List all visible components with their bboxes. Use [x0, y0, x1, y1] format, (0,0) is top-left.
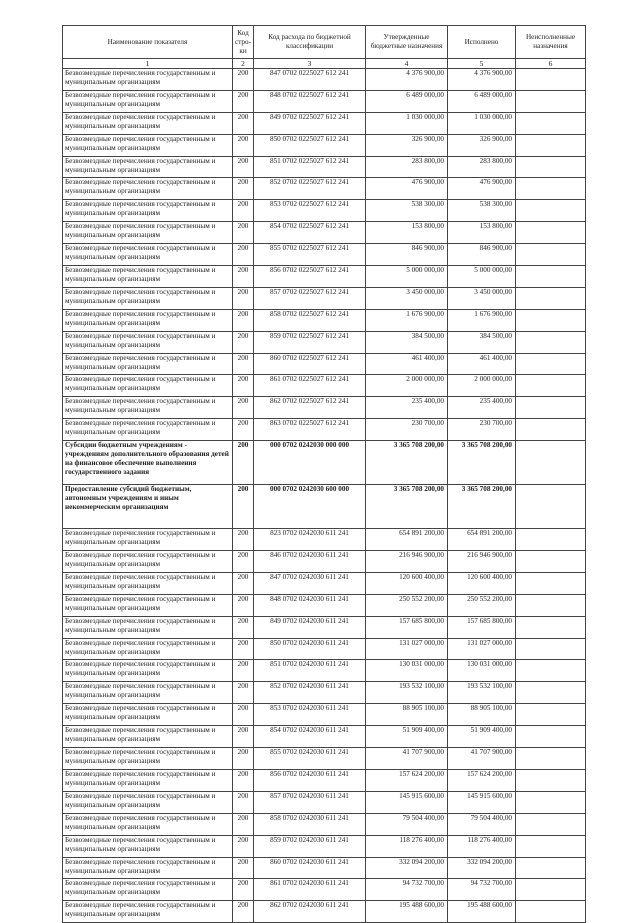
cell-budget-code: 855 0702 0225027 612 241 [254, 244, 366, 266]
cell-approved: 193 532 100,00 [366, 682, 448, 704]
cell-name: Безвозмездные перечисления государственным и муниципальным организациям [63, 813, 233, 835]
cell-line-code: 200 [233, 594, 254, 616]
cell-budget-code: 860 0702 0242030 611 241 [254, 857, 366, 879]
cell-budget-code: 847 0702 0225027 612 241 [254, 69, 366, 91]
cell-budget-code: 854 0702 0225027 612 241 [254, 222, 366, 244]
table-row [63, 419, 586, 441]
cell-approved: 130 031 000,00 [366, 660, 448, 682]
cell-executed: 476 900,00 [448, 178, 516, 200]
table-row [63, 90, 586, 112]
cell-approved: 250 552 200,00 [366, 594, 448, 616]
table-row [63, 748, 586, 770]
cell-unexecuted [516, 594, 586, 616]
cell-budget-code: 852 0702 0242030 611 241 [254, 682, 366, 704]
cell-executed: 3 365 708 200,00 [448, 485, 516, 529]
cell-unexecuted [516, 835, 586, 857]
cell-name: Безвозмездные перечисления государственным и муниципальным организациям [63, 90, 233, 112]
cell-line-code: 200 [233, 287, 254, 309]
cell-line-code: 200 [233, 616, 254, 638]
table-row [63, 69, 586, 91]
cell-approved: 326 900,00 [366, 134, 448, 156]
cell-executed: 1 676 900,00 [448, 309, 516, 331]
cell-budget-code: 857 0702 0242030 611 241 [254, 791, 366, 813]
cell-budget-code: 857 0702 0225027 612 241 [254, 287, 366, 309]
cell-executed: 846 900,00 [448, 244, 516, 266]
cell-line-code: 200 [233, 551, 254, 573]
cell-executed: 153 800,00 [448, 222, 516, 244]
cell-name: Безвозмездные перечисления государственным и муниципальным организациям [63, 704, 233, 726]
cell-approved: 51 909 400,00 [366, 726, 448, 748]
cell-line-code: 200 [233, 638, 254, 660]
cell-executed: 41 707 900,00 [448, 748, 516, 770]
cell-executed: 157 624 200,00 [448, 769, 516, 791]
header-approved: Утвержденные бюджетные назначения [366, 26, 448, 59]
cell-budget-code: 861 0702 0225027 612 241 [254, 375, 366, 397]
cell-unexecuted [516, 704, 586, 726]
cell-approved: 1 676 900,00 [366, 309, 448, 331]
cell-budget-code: 823 0702 0242030 611 241 [254, 529, 366, 551]
table-row [63, 112, 586, 134]
cell-name: Безвозмездные перечисления государственным и муниципальным организациям [63, 857, 233, 879]
cell-approved: 538 300,00 [366, 200, 448, 222]
cell-name: Безвозмездные перечисления государственным и муниципальным организациям [63, 112, 233, 134]
table-body [63, 69, 586, 923]
column-index: 4 [366, 59, 448, 69]
cell-executed: 384 500,00 [448, 331, 516, 353]
cell-unexecuted [516, 529, 586, 551]
cell-budget-code: 863 0702 0225027 612 241 [254, 419, 366, 441]
cell-name: Безвозмездные перечисления государственным и муниципальным организациям [63, 769, 233, 791]
cell-executed: 5 000 000,00 [448, 266, 516, 288]
cell-line-code: 200 [233, 375, 254, 397]
cell-budget-code: 848 0702 0225027 612 241 [254, 90, 366, 112]
cell-approved: 235 400,00 [366, 397, 448, 419]
table-row [63, 791, 586, 813]
cell-approved: 1 030 000,00 [366, 112, 448, 134]
table-row [63, 857, 586, 879]
cell-budget-code: 846 0702 0242030 611 241 [254, 551, 366, 573]
table-row [63, 638, 586, 660]
cell-name: Безвозмездные перечисления государственным и муниципальным организациям [63, 551, 233, 573]
cell-executed: 3 365 708 200,00 [448, 441, 516, 485]
cell-unexecuted [516, 551, 586, 573]
cell-budget-code: 853 0702 0242030 611 241 [254, 704, 366, 726]
table-row [63, 529, 586, 551]
table-row [63, 704, 586, 726]
header-row [63, 26, 586, 59]
table-row [63, 769, 586, 791]
table-row [63, 572, 586, 594]
cell-budget-code: 850 0702 0242030 611 241 [254, 638, 366, 660]
table-row [63, 397, 586, 419]
cell-approved: 3 365 708 200,00 [366, 485, 448, 529]
table-row [63, 331, 586, 353]
cell-unexecuted [516, 331, 586, 353]
cell-unexecuted [516, 397, 586, 419]
cell-approved: 157 685 800,00 [366, 616, 448, 638]
cell-executed: 145 915 600,00 [448, 791, 516, 813]
cell-budget-code: 858 0702 0225027 612 241 [254, 309, 366, 331]
cell-budget-code: 847 0702 0242030 611 241 [254, 572, 366, 594]
cell-executed: 130 031 000,00 [448, 660, 516, 682]
table-row [63, 835, 586, 857]
cell-executed: 131 027 000,00 [448, 638, 516, 660]
cell-executed: 332 094 200,00 [448, 857, 516, 879]
cell-unexecuted [516, 156, 586, 178]
table-row [63, 551, 586, 573]
cell-name: Безвозмездные перечисления государственным и муниципальным организациям [63, 178, 233, 200]
column-index: 1 [63, 59, 233, 69]
cell-line-code: 200 [233, 857, 254, 879]
cell-executed: 88 905 100,00 [448, 704, 516, 726]
cell-budget-code: 848 0702 0242030 611 241 [254, 594, 366, 616]
cell-name: Безвозмездные перечисления государственным и муниципальным организациям [63, 616, 233, 638]
cell-executed: 538 300,00 [448, 200, 516, 222]
cell-executed: 157 685 800,00 [448, 616, 516, 638]
cell-line-code: 200 [233, 266, 254, 288]
cell-executed: 79 504 400,00 [448, 813, 516, 835]
cell-name: Безвозмездные перечисления государственным и муниципальным организациям [63, 222, 233, 244]
cell-executed: 250 552 200,00 [448, 594, 516, 616]
cell-approved: 846 900,00 [366, 244, 448, 266]
cell-line-code: 200 [233, 244, 254, 266]
cell-unexecuted [516, 813, 586, 835]
cell-unexecuted [516, 90, 586, 112]
cell-unexecuted [516, 309, 586, 331]
cell-line-code: 200 [233, 660, 254, 682]
table-row [63, 660, 586, 682]
cell-name: Безвозмездные перечисления государственным и муниципальным организациям [63, 419, 233, 441]
cell-line-code: 200 [233, 813, 254, 835]
cell-line-code: 200 [233, 485, 254, 529]
table-row [63, 485, 586, 529]
table-row [63, 726, 586, 748]
cell-executed: 461 400,00 [448, 353, 516, 375]
cell-line-code: 200 [233, 835, 254, 857]
table-row [63, 244, 586, 266]
cell-name: Безвозмездные перечисления государственным и муниципальным организациям [63, 375, 233, 397]
cell-executed: 654 891 200,00 [448, 529, 516, 551]
cell-approved: 3 365 708 200,00 [366, 441, 448, 485]
cell-name: Безвозмездные перечисления государственным и муниципальным организациям [63, 791, 233, 813]
header-executed: Исполнено [448, 26, 516, 59]
cell-executed: 283 800,00 [448, 156, 516, 178]
column-index: 3 [254, 59, 366, 69]
table-row [63, 682, 586, 704]
cell-approved: 230 700,00 [366, 419, 448, 441]
cell-budget-code: 859 0702 0225027 612 241 [254, 331, 366, 353]
table-row [63, 901, 586, 923]
cell-unexecuted [516, 769, 586, 791]
cell-approved: 2 000 000,00 [366, 375, 448, 397]
cell-approved: 153 800,00 [366, 222, 448, 244]
cell-budget-code: 854 0702 0242030 611 241 [254, 726, 366, 748]
cell-line-code: 200 [233, 90, 254, 112]
cell-budget-code: 849 0702 0242030 611 241 [254, 616, 366, 638]
cell-line-code: 200 [233, 112, 254, 134]
header-budget-code: Код расхода по бюджетной классификации [254, 26, 366, 59]
cell-unexecuted [516, 353, 586, 375]
cell-name: Безвозмездные перечисления государственным и муниципальным организациям [63, 748, 233, 770]
cell-name: Предоставление субсидий бюджетным, автономным учреждениям и иным некоммерческим организациям [63, 485, 233, 529]
cell-line-code: 200 [233, 200, 254, 222]
cell-unexecuted [516, 682, 586, 704]
cell-line-code: 200 [233, 178, 254, 200]
table-row [63, 287, 586, 309]
cell-executed: 6 489 000,00 [448, 90, 516, 112]
cell-executed: 1 030 000,00 [448, 112, 516, 134]
cell-line-code: 200 [233, 748, 254, 770]
cell-name: Безвозмездные перечисления государственным и муниципальным организациям [63, 901, 233, 923]
table-row [63, 266, 586, 288]
cell-line-code: 200 [233, 879, 254, 901]
cell-executed: 2 000 000,00 [448, 375, 516, 397]
cell-line-code: 200 [233, 441, 254, 485]
cell-approved: 79 504 400,00 [366, 813, 448, 835]
cell-budget-code: 851 0702 0242030 611 241 [254, 660, 366, 682]
column-index: 6 [516, 59, 586, 69]
header-unexecuted: Неисполненные назначения [516, 26, 586, 59]
cell-name: Безвозмездные перечисления государственным и муниципальным организациям [63, 266, 233, 288]
cell-name: Безвозмездные перечисления государственным и муниципальным организациям [63, 726, 233, 748]
cell-approved: 3 450 000,00 [366, 287, 448, 309]
cell-name: Безвозмездные перечисления государственным и муниципальным организациям [63, 331, 233, 353]
cell-approved: 195 488 600,00 [366, 901, 448, 923]
cell-approved: 216 946 900,00 [366, 551, 448, 573]
table-row [63, 879, 586, 901]
cell-unexecuted [516, 879, 586, 901]
cell-executed: 326 900,00 [448, 134, 516, 156]
cell-budget-code: 000 0702 0242030 600 000 [254, 485, 366, 529]
table-row [63, 441, 586, 485]
cell-executed: 230 700,00 [448, 419, 516, 441]
cell-approved: 332 094 200,00 [366, 857, 448, 879]
table-row [63, 813, 586, 835]
cell-unexecuted [516, 112, 586, 134]
cell-budget-code: 850 0702 0225027 612 241 [254, 134, 366, 156]
cell-unexecuted [516, 572, 586, 594]
cell-line-code: 200 [233, 529, 254, 551]
cell-approved: 283 800,00 [366, 156, 448, 178]
cell-executed: 94 732 700,00 [448, 879, 516, 901]
cell-approved: 131 027 000,00 [366, 638, 448, 660]
cell-line-code: 200 [233, 791, 254, 813]
cell-executed: 195 488 600,00 [448, 901, 516, 923]
cell-budget-code: 858 0702 0242030 611 241 [254, 813, 366, 835]
header-line-code: Код стро-ки [233, 26, 254, 59]
table-row [63, 309, 586, 331]
cell-unexecuted [516, 69, 586, 91]
cell-approved: 118 276 400,00 [366, 835, 448, 857]
cell-budget-code: 855 0702 0242030 611 241 [254, 748, 366, 770]
cell-name: Безвозмездные перечисления государственным и муниципальным организациям [63, 660, 233, 682]
cell-unexecuted [516, 485, 586, 529]
cell-approved: 41 707 900,00 [366, 748, 448, 770]
cell-name: Безвозмездные перечисления государственным и муниципальным организациям [63, 594, 233, 616]
column-index: 5 [448, 59, 516, 69]
cell-line-code: 200 [233, 222, 254, 244]
cell-unexecuted [516, 441, 586, 485]
cell-line-code: 200 [233, 331, 254, 353]
cell-executed: 4 376 900,00 [448, 69, 516, 91]
cell-approved: 88 905 100,00 [366, 704, 448, 726]
cell-line-code: 200 [233, 397, 254, 419]
cell-line-code: 200 [233, 726, 254, 748]
cell-line-code: 200 [233, 353, 254, 375]
cell-unexecuted [516, 266, 586, 288]
cell-name: Безвозмездные перечисления государственным и муниципальным организациям [63, 69, 233, 91]
table-row [63, 222, 586, 244]
cell-line-code: 200 [233, 682, 254, 704]
table-row [63, 156, 586, 178]
table-row [63, 200, 586, 222]
cell-unexecuted [516, 638, 586, 660]
cell-approved: 6 489 000,00 [366, 90, 448, 112]
cell-approved: 145 915 600,00 [366, 791, 448, 813]
table-row [63, 375, 586, 397]
cell-executed: 120 600 400,00 [448, 572, 516, 594]
cell-unexecuted [516, 375, 586, 397]
cell-line-code: 200 [233, 309, 254, 331]
cell-budget-code: 000 0702 0242030 000 000 [254, 441, 366, 485]
cell-budget-code: 856 0702 0242030 611 241 [254, 769, 366, 791]
cell-budget-code: 859 0702 0242030 611 241 [254, 835, 366, 857]
cell-executed: 51 909 400,00 [448, 726, 516, 748]
cell-budget-code: 849 0702 0225027 612 241 [254, 112, 366, 134]
cell-budget-code: 853 0702 0225027 612 241 [254, 200, 366, 222]
cell-name: Безвозмездные перечисления государственным и муниципальным организациям [63, 353, 233, 375]
budget-execution-table [62, 25, 586, 923]
column-index: 2 [233, 59, 254, 69]
cell-name: Безвозмездные перечисления государственным и муниципальным организациям [63, 287, 233, 309]
cell-line-code: 200 [233, 572, 254, 594]
cell-unexecuted [516, 287, 586, 309]
cell-unexecuted [516, 134, 586, 156]
table-row [63, 134, 586, 156]
cell-name: Безвозмездные перечисления государственным и муниципальным организациям [63, 200, 233, 222]
cell-name: Безвозмездные перечисления государственным и муниципальным организациям [63, 134, 233, 156]
cell-budget-code: 852 0702 0225027 612 241 [254, 178, 366, 200]
cell-budget-code: 856 0702 0225027 612 241 [254, 266, 366, 288]
cell-budget-code: 862 0702 0225027 612 241 [254, 397, 366, 419]
cell-unexecuted [516, 726, 586, 748]
cell-unexecuted [516, 660, 586, 682]
cell-approved: 5 000 000,00 [366, 266, 448, 288]
cell-line-code: 200 [233, 901, 254, 923]
cell-unexecuted [516, 178, 586, 200]
table-row [63, 594, 586, 616]
column-index-row [63, 59, 586, 69]
cell-line-code: 200 [233, 704, 254, 726]
cell-approved: 654 891 200,00 [366, 529, 448, 551]
cell-unexecuted [516, 222, 586, 244]
cell-executed: 118 276 400,00 [448, 835, 516, 857]
cell-budget-code: 861 0702 0242030 611 241 [254, 879, 366, 901]
cell-name: Безвозмездные перечисления государственным и муниципальным организациям [63, 638, 233, 660]
cell-approved: 476 900,00 [366, 178, 448, 200]
table-row [63, 353, 586, 375]
cell-name: Безвозмездные перечисления государственным и муниципальным организациям [63, 572, 233, 594]
cell-executed: 3 450 000,00 [448, 287, 516, 309]
cell-approved: 94 732 700,00 [366, 879, 448, 901]
cell-unexecuted [516, 748, 586, 770]
cell-name: Безвозмездные перечисления государственным и муниципальным организациям [63, 835, 233, 857]
cell-unexecuted [516, 419, 586, 441]
cell-line-code: 200 [233, 419, 254, 441]
cell-executed: 193 532 100,00 [448, 682, 516, 704]
cell-executed: 235 400,00 [448, 397, 516, 419]
cell-name: Безвозмездные перечисления государственным и муниципальным организациям [63, 156, 233, 178]
cell-name: Субсидии бюджетным учреждениям - учреждениям дополнительного образования детей на финансовое обеспечение выполнения государственного задания [63, 441, 233, 485]
table-row [63, 178, 586, 200]
cell-approved: 461 400,00 [366, 353, 448, 375]
header-name: Наименование показателя [63, 26, 233, 59]
cell-unexecuted [516, 791, 586, 813]
cell-name: Безвозмездные перечисления государственным и муниципальным организациям [63, 879, 233, 901]
cell-approved: 384 500,00 [366, 331, 448, 353]
cell-line-code: 200 [233, 69, 254, 91]
cell-name: Безвозмездные перечисления государственным и муниципальным организациям [63, 397, 233, 419]
cell-unexecuted [516, 200, 586, 222]
cell-approved: 120 600 400,00 [366, 572, 448, 594]
cell-budget-code: 851 0702 0225027 612 241 [254, 156, 366, 178]
cell-unexecuted [516, 857, 586, 879]
table-row [63, 616, 586, 638]
cell-approved: 4 376 900,00 [366, 69, 448, 91]
cell-budget-code: 860 0702 0225027 612 241 [254, 353, 366, 375]
cell-budget-code: 862 0702 0242030 611 241 [254, 901, 366, 923]
cell-line-code: 200 [233, 134, 254, 156]
cell-executed: 216 946 900,00 [448, 551, 516, 573]
cell-name: Безвозмездные перечисления государственным и муниципальным организациям [63, 309, 233, 331]
cell-unexecuted [516, 901, 586, 923]
cell-unexecuted [516, 244, 586, 266]
cell-name: Безвозмездные перечисления государственным и муниципальным организациям [63, 682, 233, 704]
cell-approved: 157 624 200,00 [366, 769, 448, 791]
cell-unexecuted [516, 616, 586, 638]
cell-line-code: 200 [233, 156, 254, 178]
cell-name: Безвозмездные перечисления государственным и муниципальным организациям [63, 529, 233, 551]
cell-line-code: 200 [233, 769, 254, 791]
cell-name: Безвозмездные перечисления государственным и муниципальным организациям [63, 244, 233, 266]
